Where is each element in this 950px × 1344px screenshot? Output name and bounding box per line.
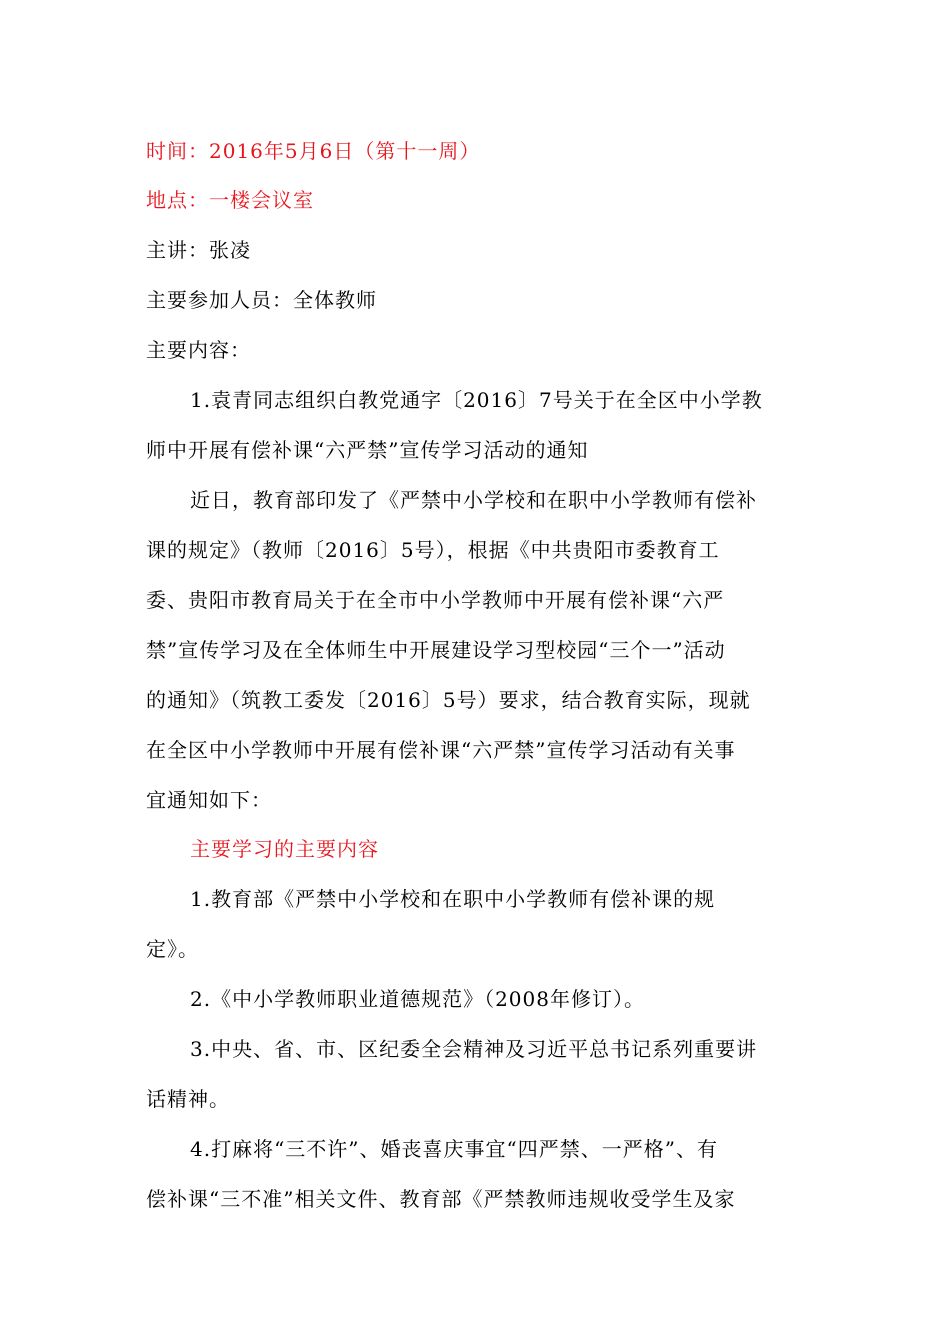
- study-item-line: 3.中央、省、市、区纪委全会精神及习近平总书记系列重要讲: [190, 1037, 758, 1061]
- item1-title-line2: 师中开展有偿补课“六严禁”宣传学习活动的通知: [146, 438, 589, 462]
- study-item-line: 偿补课“三不准”相关文件、教育部《严禁教师违规收受学生及家: [146, 1187, 736, 1211]
- item1-title-line1: 1.袁青同志组织白教党通字〔2016〕7号关于在全区中小学教: [190, 388, 763, 412]
- notice-line: 的通知》（筑教工委发〔2016〕5号）要求，结合教育实际，现就: [146, 688, 751, 712]
- study-item-line: 1.教育部《严禁中小学校和在职中小学教师有偿补课的规: [190, 887, 716, 911]
- meeting-speaker: 主讲：张凌: [146, 238, 251, 262]
- notice-line: 课的规定》（教师〔2016〕5号），根据《中共贵阳市委教育工: [146, 538, 720, 562]
- meeting-place: 地点：一楼会议室: [146, 188, 314, 212]
- notice-line: 禁”宣传学习及在全体师生中开展建设学习型校园“三个一”活动: [146, 638, 726, 662]
- content-label: 主要内容：: [146, 338, 251, 362]
- notice-line: 近日，教育部印发了《严禁中小学校和在职中小学教师有偿补: [190, 488, 757, 512]
- notice-line: 宜通知如下：: [146, 788, 272, 812]
- study-item-line: 4.打麻将“三不许”、婚丧喜庆事宜“四严禁、一严格”、有: [190, 1137, 718, 1161]
- study-heading: 主要学习的主要内容: [190, 837, 379, 861]
- meeting-time: 时间：2016年5月6日（第十一周）: [146, 139, 481, 163]
- study-item-line: 定》。: [146, 937, 199, 961]
- study-item-line: 2.《中小学教师职业道德规范》（2008年修订）。: [190, 987, 645, 1011]
- meeting-participants: 主要参加人员：全体教师: [146, 288, 377, 312]
- study-item-line: 话精神。: [146, 1087, 230, 1111]
- notice-line: 委、贵阳市教育局关于在全市中小学教师中开展有偿补课“六严: [146, 588, 725, 612]
- notice-line: 在全区中小学教师中开展有偿补课“六严禁”宣传学习活动有关事: [146, 738, 736, 762]
